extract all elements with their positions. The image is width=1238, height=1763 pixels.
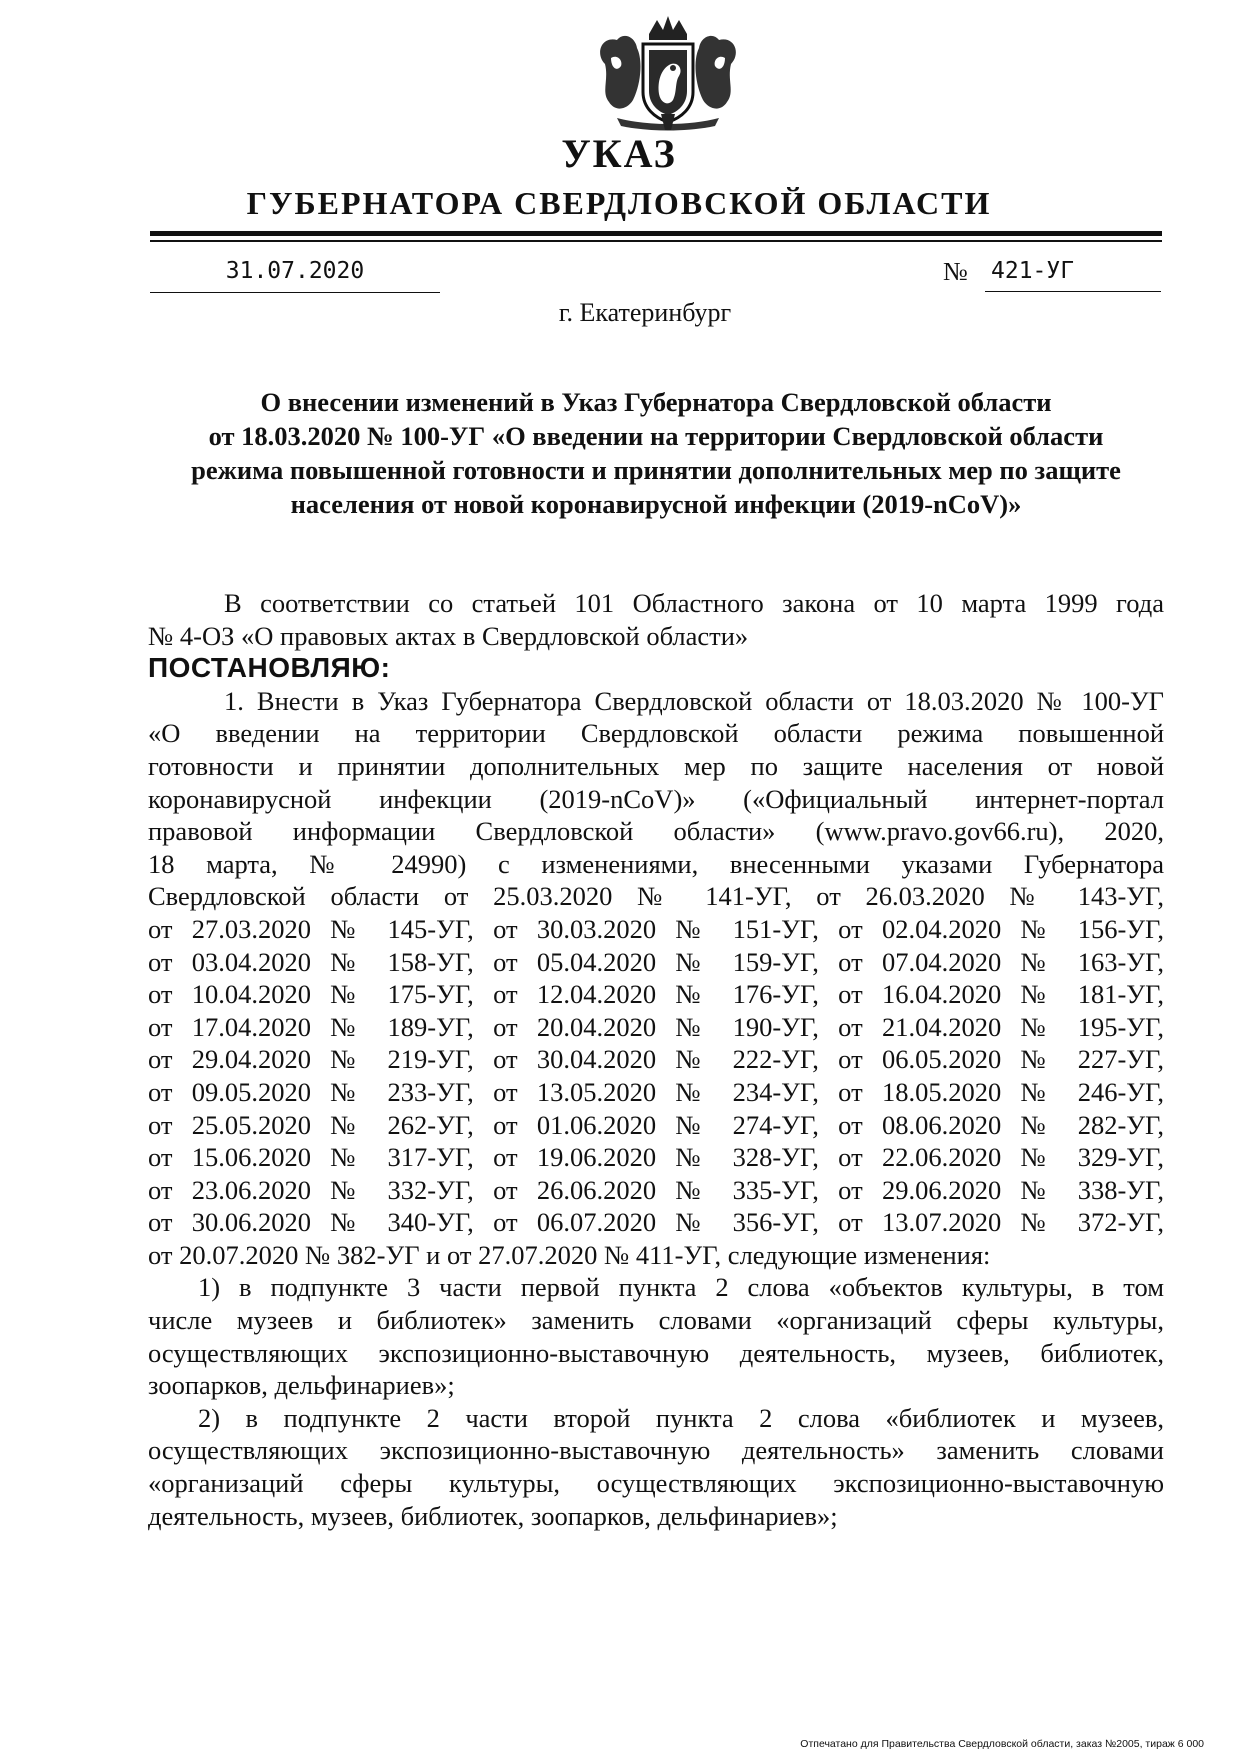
item1-line: от 20.07.2020 № 382-УГ и от 27.07.2020 № 411-УГ, следующие изменения: (148, 1239, 991, 1270)
decree-word (148, 652, 1164, 685)
decree-body (148, 587, 1164, 1532)
item1-line: от 27.03.2020 № 145-УГ, от 30.03.2020 № 151-УГ, от 02.04.2020 № 156-УГ, (148, 913, 1164, 944)
item1-line: от 09.05.2020 № 233-УГ, от 13.05.2020 № 234-УГ, от 18.05.2020 № 246-УГ, (148, 1076, 1164, 1107)
document-type-title: УКАЗ (561, 131, 677, 176)
subitem2-line: 2) в подпункте 2 части второй пункта 2 слова «библиотек и музеев, (198, 1402, 1164, 1433)
item1-line: от 10.04.2020 № 175-УГ, от 12.04.2020 № 176-УГ, от 16.04.2020 № 181-УГ, (148, 979, 1164, 1010)
item1-line: от 25.05.2020 № 262-УГ, от 01.06.2020 № 274-УГ, от 08.06.2020 № 282-УГ, (148, 1109, 1164, 1140)
subitem1-line: числе музеев и библиотек» заменить словами «организаций сферы культуры, (148, 1305, 1164, 1336)
header-rule-thick (150, 231, 1162, 236)
subitem2-line: деятельность, музеев, библиотек, зоопарков, дельфинариев»; (148, 1500, 838, 1531)
decree-number: 421-УГ (985, 258, 1161, 292)
item1-line: от 23.06.2020 № 332-УГ, от 26.06.2020 № 335-УГ, от 29.06.2020 № 338-УГ, (148, 1174, 1164, 1205)
decree-word-text: ПОСТАНОВЛЯЮ: (148, 652, 391, 684)
header-rule-thin (150, 240, 1162, 242)
heading-line: населения от новой коронавирусной инфекции (2019-nCoV)» (290, 489, 1022, 519)
item1-line: готовности и принятии дополнительных мер по защите населения от новой (148, 750, 1164, 781)
decree-heading (150, 385, 1162, 521)
print-note: Отпечатано для Правительства Свердловской области, заказ №2005, тираж 6 000 (800, 1738, 1204, 1750)
item1-line: 18 марта, № 24990) с изменениями, внесенными указами Губернатора (148, 848, 1164, 879)
preamble-line: В соответствии со статьей 101 Областного закона от 10 марта 1999 года (224, 588, 1164, 618)
subitem1-line: зоопарков, дельфинариев»; (148, 1370, 455, 1401)
sverdlovsk-coat-of-arms-icon (587, 14, 749, 132)
item1-line: правовой информации Свердловской области» (www.pravo.gov66.ru), 2020, (148, 816, 1164, 847)
subitem2-line: «организаций сферы культуры, осуществляющих экспозиционно-выставочную (148, 1468, 1164, 1499)
coat-of-arms-emblem (587, 14, 749, 132)
heading-line: режима повышенной готовности и принятии дополнительных мер по защите (191, 455, 1121, 485)
subitem1-line: 1) в подпункте 3 части первой пункта 2 слова «объектов культуры, в том (198, 1272, 1164, 1303)
item1-line: от 17.04.2020 № 189-УГ, от 20.04.2020 № 190-УГ, от 21.04.2020 № 195-УГ, (148, 1011, 1164, 1042)
item1-line: от 15.06.2020 № 317-УГ, от 19.06.2020 № 328-УГ, от 22.06.2020 № 329-УГ, (148, 1142, 1164, 1173)
number-sign: № (943, 257, 968, 286)
item1-line: «О введении на территории Свердловской области режима повышенной (148, 718, 1164, 749)
heading-line: О внесении изменений в Указ Губернатора Свердловской области (260, 387, 1052, 417)
heading-line: от 18.03.2020 № 100-УГ «О введении на территории Свердловской области (208, 421, 1104, 451)
item1-line: от 29.04.2020 № 219-УГ, от 30.04.2020 № 222-УГ, от 06.05.2020 № 227-УГ, (148, 1044, 1164, 1075)
item1-line: коронавирусной инфекции (2019-nCoV)» («Официальный интернет-портал (148, 783, 1164, 814)
item1-line: от 30.06.2020 № 340-УГ, от 06.07.2020 № 356-УГ, от 13.07.2020 № 372-УГ, (148, 1207, 1164, 1238)
issue-city: г. Екатеринбург (558, 298, 732, 327)
decree-date: 31.07.2020 (150, 258, 440, 293)
item1-line: от 03.04.2020 № 158-УГ, от 05.04.2020 № 159-УГ, от 07.04.2020 № 163-УГ, (148, 946, 1164, 977)
subitem2-line: осуществляющих экспозиционно-выставочную деятельность» заменить словами (148, 1435, 1164, 1466)
subitem1-line: осуществляющих экспозиционно-выставочную деятельность, музеев, библиотек, (148, 1337, 1164, 1368)
item1-line: 1. Внести в Указ Губернатора Свердловской области от 18.03.2020 № 100-УГ (224, 685, 1164, 716)
item1-line: Свердловской области от 25.03.2020 № 141-УГ, от 26.03.2020 № 143-УГ, (148, 881, 1164, 912)
issuer-title: ГУБЕРНАТОРА СВЕРДЛОВСКОЙ ОБЛАСТИ (246, 185, 992, 221)
preamble-line: № 4-ОЗ «О правовых актах в Свердловской области» (148, 620, 749, 651)
